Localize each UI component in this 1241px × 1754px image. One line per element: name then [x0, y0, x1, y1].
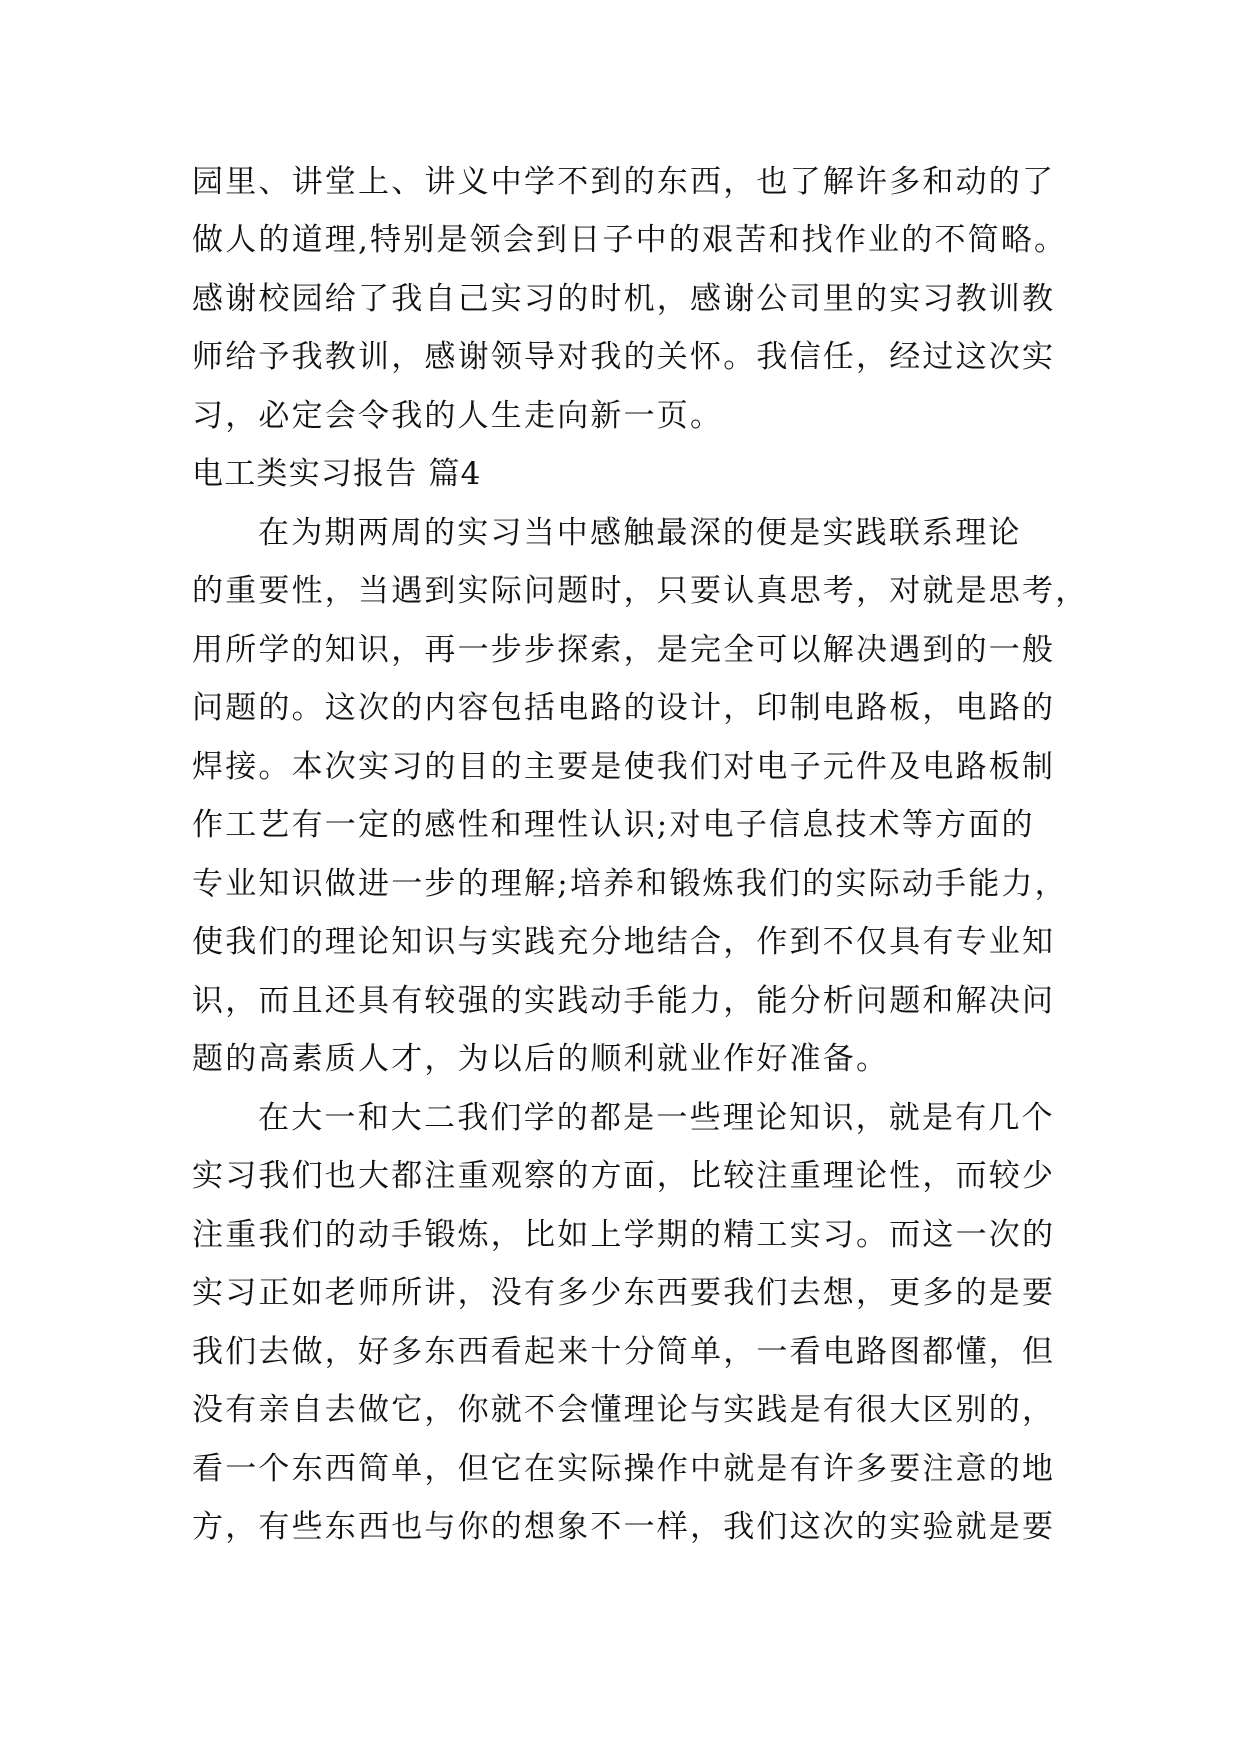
paragraph-line: 的重要性，当遇到实际问题时，只要认真思考，对就是思考， — [192, 573, 1089, 609]
paragraph-line: 专业知识做进一步的理解;培养和锻炼我们的实际动手能力， — [192, 866, 1068, 902]
paragraph-line: 看一个东西简单，但它在实际操作中就是有许多要注意的地 — [192, 1451, 1056, 1487]
paragraph-line: 感谢校园给了我自己实习的时机，感谢公司里的实习教训教 — [192, 281, 1056, 317]
paragraph-line: 师给予我教训，感谢领导对我的关怀。我信任，经过这次实 — [192, 339, 1056, 375]
section-heading: 电工类实习报告 篇4 — [192, 456, 482, 492]
paragraph-line: 方，有些东西也与你的想象不一样，我们这次的实验就是要 — [192, 1509, 1056, 1545]
paragraph-line: 用所学的知识，再一步步探索，是完全可以解决遇到的一般 — [192, 632, 1056, 668]
paragraph-line: 实习正如老师所讲，没有多少东西要我们去想，更多的是要 — [192, 1275, 1056, 1311]
paragraph-line: 使我们的理论知识与实践充分地结合，作到不仅具有专业知 — [192, 924, 1056, 960]
paragraph-line: 在大一和大二我们学的都是一些理论知识，就是有几个 — [258, 1100, 1055, 1136]
paragraph-line: 园里、讲堂上、讲义中学不到的东西，也了解许多和动的了 — [192, 164, 1056, 200]
paragraph-line: 注重我们的动手锻炼，比如上学期的精工实习。而这一次的 — [192, 1217, 1056, 1253]
paragraph-line: 识，而且还具有较强的实践动手能力，能分析问题和解决问 — [192, 983, 1056, 1019]
paragraph-line: 习，必定会令我的人生走向新一页。 — [192, 398, 724, 434]
paragraph-line: 作工艺有一定的感性和理性认识;对电子信息技术等方面的 — [192, 807, 1035, 843]
paragraph-line: 焊接。本次实习的目的主要是使我们对电子元件及电路板制 — [192, 749, 1056, 785]
paragraph-line: 没有亲自去做它，你就不会懂理论与实践是有很大区别的， — [192, 1392, 1056, 1428]
paragraph-line: 实习我们也大都注重观察的方面，比较注重理论性，而较少 — [192, 1158, 1056, 1194]
paragraph-line: 做人的道理,特别是领会到日子中的艰苦和找作业的不简略。 — [192, 222, 1068, 258]
paragraph-line: 在为期两周的实习当中感触最深的便是实践联系理论 — [258, 515, 1022, 551]
paragraph-line: 问题的。这次的内容包括电路的设计，印制电路板，电路的 — [192, 690, 1056, 726]
paragraph-line: 我们去做，好多东西看起来十分简单，一看电路图都懂，但 — [192, 1334, 1056, 1370]
paragraph-line: 题的高素质人才，为以后的顺利就业作好准备。 — [192, 1041, 890, 1077]
